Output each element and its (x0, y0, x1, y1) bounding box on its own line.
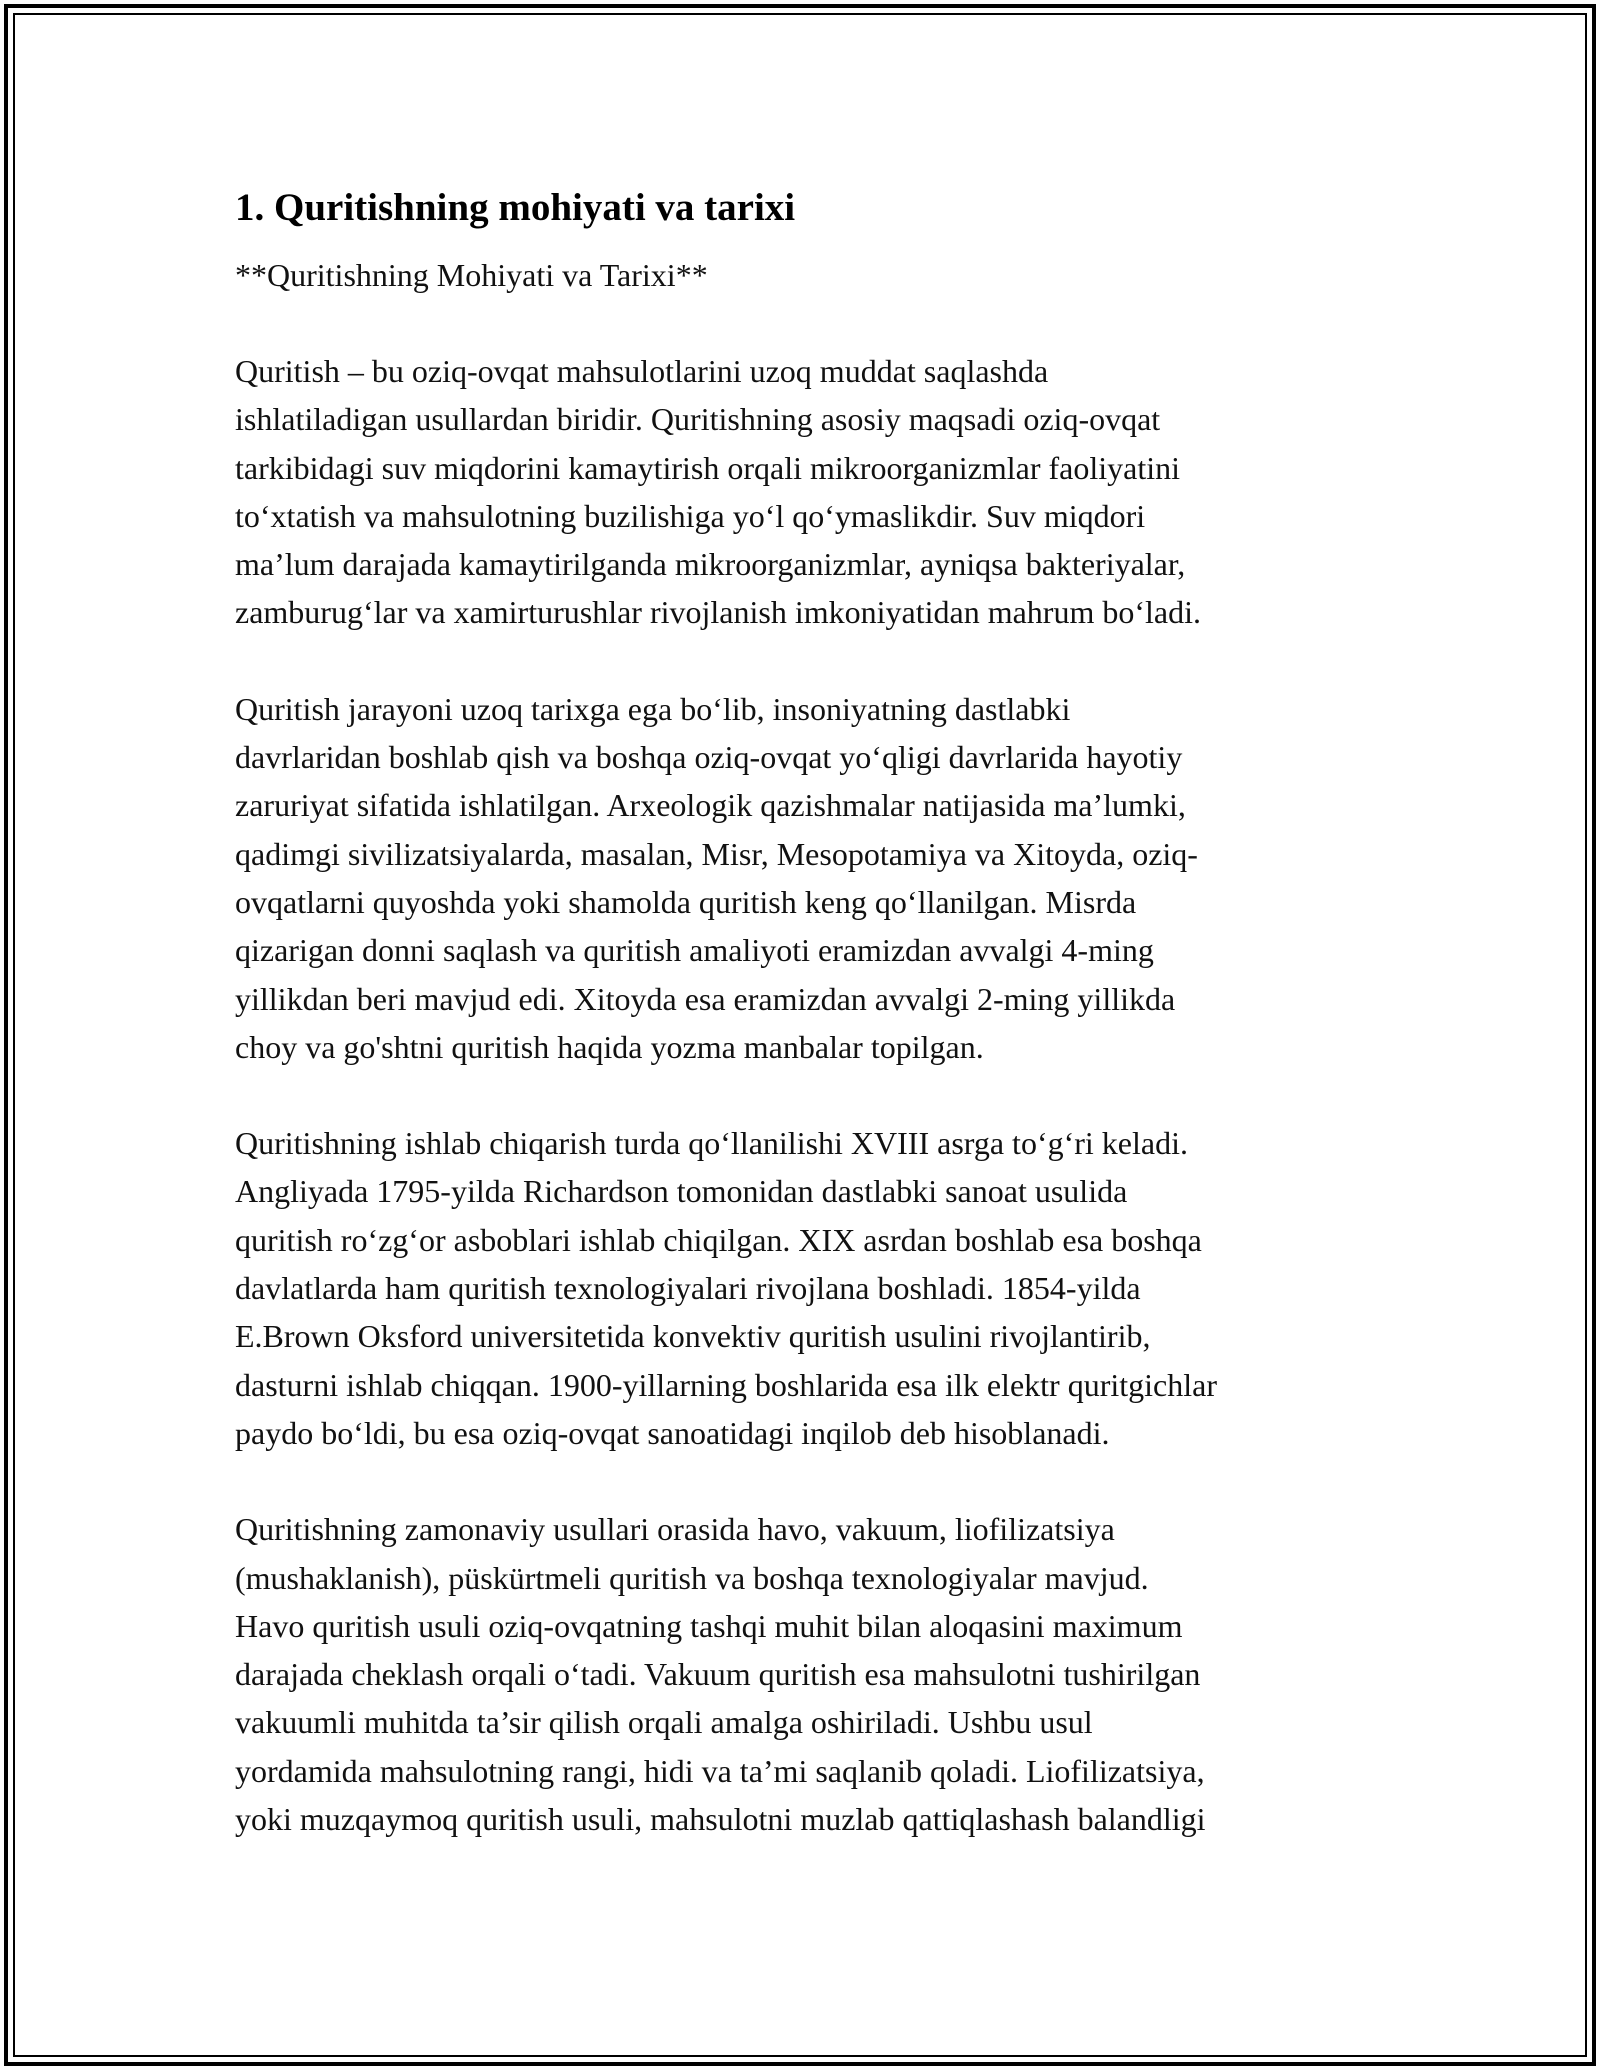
paragraph-2: Quritish jarayoni uzoq tarixga ega bo‘lib, insoniyatning dastlabki davrlaridan boshlab qish va boshqa oziq-ovqat yo‘qligi davrlarida hayotiy zaruriyat sifatida ishlatilgan. Arxeologik qazishmalar natijasida ma’lumki, qadimgi sivilizatsiyalarda, masalan, Misr, Mesopotamiya va Xitoyda, oziq- ovqatlarni quyoshda yoki shamolda quritish keng qo‘llanilgan. Misrda qizarigan donni saqlash va quritish amaliyoti eramizdan avvalgi 4-ming yillikdan beri mavjud edi. Xitoyda esa eramizdan avvalgi 2-ming yillikda choy va go'shtni quritish haqida yozma manbalar topilgan. (235, 690, 1198, 1065)
section-subtitle: **Quritishning Mohiyati va Tarixi** (235, 257, 708, 293)
paragraph-1: Quritish – bu oziq-ovqat mahsulotlarini uzoq muddat saqlashda ishlatiladigan usullardan biridir. Quritishning asosiy maqsadi oziq-ovqat tarkibidagi suv miqdorini kamaytirish orqali mikroorganizmlar faoliyatini to‘xtatish va mahsulotning buzilishiga yo‘l qo‘ymaslikdir. Suv miqdori ma’lum darajada kamaytirilganda mikroorganizmlar, ayniqsa bakteriyalar, zamburug‘lar va xamirturushlar rivojlanish imkoniyatidan mahrum bo‘ladi. (235, 353, 1201, 631)
section-heading: 1. Quritishning mohiyati va tarixi (235, 186, 796, 229)
paragraph-3: Quritishning ishlab chiqarish turda qo‘llanilishi XVIII asrga to‘g‘ri keladi. Angliyada 1795-yilda Richardson tomonidan dastlabki sanoat usulida quritish ro‘zg‘or asboblari ishlab chiqilgan. XIX asrdan boshlab esa boshqa davlatlarda ham quritish texnologiyalari rivojlana boshladi. 1854-yilda E.Brown Oksford universitetida konvektiv quritish usulini rivojlantirib, dasturni ishlab chiqqan. 1900-yillarning boshlarida esa ilk elektr quritgichlar paydo bo‘ldi, bu esa oziq-ovqat sanoatidagi inqilob deb hisoblanadi. (235, 1125, 1217, 1451)
document-body (235, 185, 1375, 1891)
paragraph-4: Quritishning zamonaviy usullari orasida havo, vakuum, liofilizatsiya (mushaklanish), püskürtmeli quritish va boshqa texnologiyalar mavjud. Havo quritish usuli oziq-ovqatning tashqi muhit bilan aloqasini maximum darajada cheklash orqali o‘tadi. Vakuum quritish esa mahsulotni tushirilgan vakuumli muhitda ta’sir qilish orqali amalga oshiriladi. Ushbu usul yordamida mahsulotning rangi, hidi va ta’mi saqlanib qoladi. Liofilizatsiya, yoki muzqaymoq quritish usuli, mahsulotni muzlab qattiqlashash balandligi (235, 1511, 1206, 1838)
